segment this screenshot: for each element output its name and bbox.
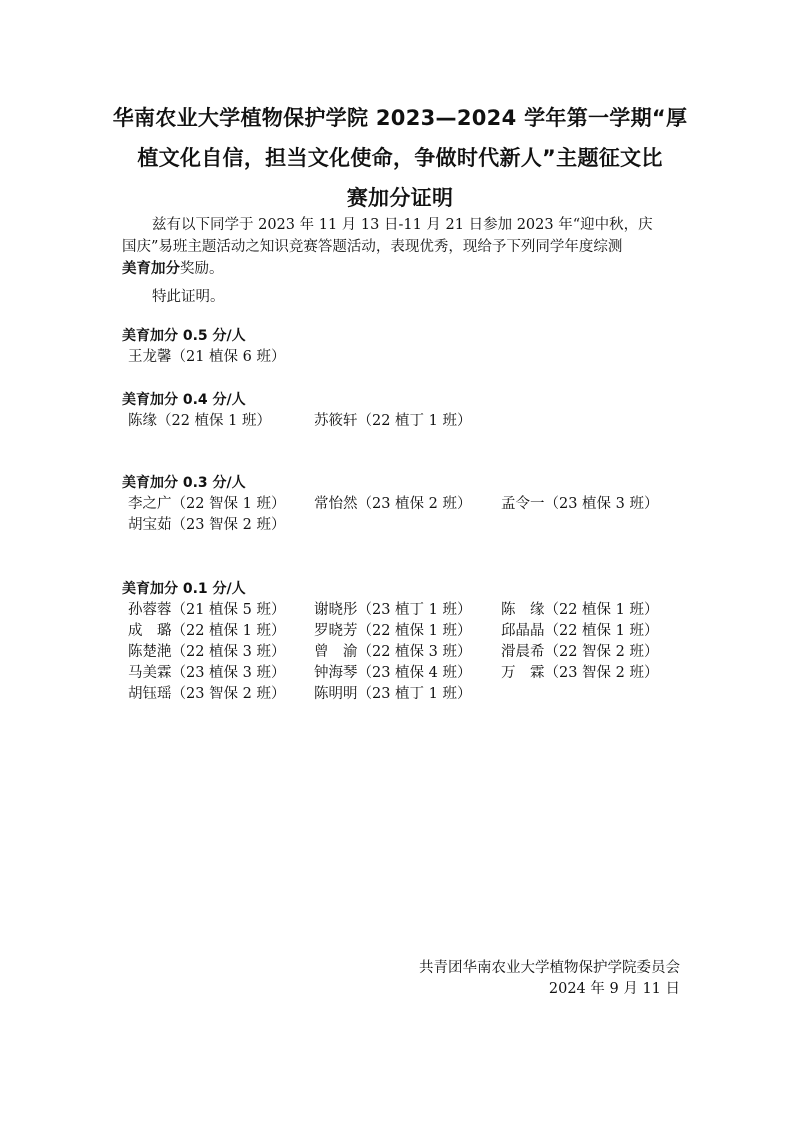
body-line-1: 兹有以下同学于 2023 年 11 月 13 日-11 月 21 日参加 2023 年“迎中秋，庆: [152, 217, 653, 233]
name-entry: 孟令一（23 植保 3 班）: [501, 496, 659, 512]
section-0-3: [122, 472, 701, 536]
name-grid: [128, 411, 701, 432]
name-entry: 陈明明（23 植丁 1 班）: [314, 686, 472, 702]
body-bold-phrase: 美育加分: [122, 260, 180, 277]
name-entry: 钟海琴（23 植保 4 班）: [314, 665, 472, 681]
name-entry: 孙蓉蓉（21 植保 5 班）: [128, 602, 286, 618]
title-line-3: 赛加分证明: [346, 186, 454, 210]
name-grid: [128, 494, 701, 536]
section-0-4: [122, 389, 701, 432]
name-entry: 罗晓芳（22 植保 1 班）: [314, 623, 472, 639]
certify-text: 特此证明。: [152, 289, 225, 305]
name-entry: 滑晨希（22 智保 2 班）: [501, 644, 659, 660]
title-line-1: 华南农业大学植物保护学院 2023—2024 学年第一学期“厚: [112, 106, 688, 130]
body-line-3-rest: 奖励。: [180, 261, 224, 277]
name-entry: 万 霖（23 智保 2 班）: [501, 665, 659, 681]
signature-date: 2024 年 9 月 11 日: [548, 981, 680, 997]
section-heading: 美育加分 0.3 分/人: [122, 475, 246, 491]
name-entry: 李之广（22 智保 1 班）: [128, 496, 286, 512]
name-entry: 胡宝茹（23 智保 2 班）: [128, 517, 286, 533]
name-entry: 邱晶晶（22 植保 1 班）: [501, 623, 659, 639]
title-line-2: 植文化自信，担当文化使命，争做时代新人”主题征文比: [137, 146, 663, 170]
name-entry: 苏筱轩（22 植丁 1 班）: [314, 413, 472, 429]
name-entry: 陈楚滟（22 植保 3 班）: [128, 644, 286, 660]
name-entry: 马美霖（23 植保 3 班）: [128, 665, 286, 681]
section-0-1: [122, 578, 701, 705]
body-line-2: 国庆”易班主题活动之知识竞赛答题活动，表现优秀，现给予下列同学年度综测: [122, 239, 623, 255]
body-line-3: [122, 258, 682, 280]
section-heading: 美育加分 0.1 分/人: [122, 581, 246, 597]
signature-org: 共青团华南农业大学植物保护学院委员会: [419, 960, 680, 976]
name-entry: 常怡然（23 植保 2 班）: [314, 496, 472, 512]
name-entry: 陈缘（22 植保 1 班）: [128, 413, 272, 429]
name-entry: 曾 渝（22 植保 3 班）: [314, 644, 472, 660]
name-entry: 成 璐（22 植保 1 班）: [128, 623, 286, 639]
name-entry: 胡钰瑶（23 智保 2 班）: [128, 686, 286, 702]
name-entry: 谢晓彤（23 植丁 1 班）: [314, 602, 472, 618]
body-paragraph: [122, 214, 682, 280]
section-0-5: [122, 325, 701, 368]
name-entry: 陈 缘（22 植保 1 班）: [501, 602, 659, 618]
name-grid: [128, 347, 701, 368]
document-title: [100, 98, 700, 218]
name-grid: [128, 600, 701, 705]
section-heading: 美育加分 0.5 分/人: [122, 328, 246, 344]
section-heading: 美育加分 0.4 分/人: [122, 392, 246, 408]
name-entry: 王龙馨（21 植保 6 班）: [128, 349, 286, 365]
